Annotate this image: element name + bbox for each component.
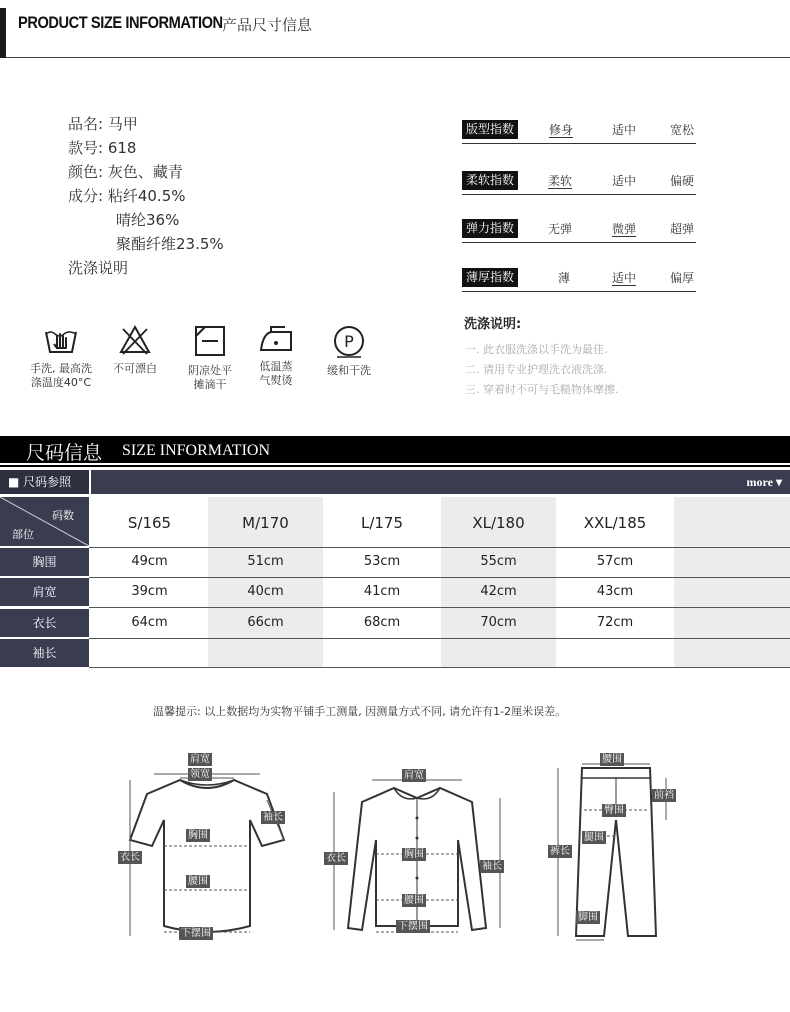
more-link[interactable]: more ▾ bbox=[746, 475, 782, 489]
pants-diagram bbox=[546, 750, 686, 945]
pants-label-hip: 臀围 bbox=[604, 805, 624, 816]
index-thickness bbox=[462, 268, 696, 292]
tshirt-label-waist: 腰围 bbox=[188, 876, 208, 887]
wash-note-2: 二. 请用专业护理洗衣液洗涤. bbox=[465, 363, 608, 376]
length-l: 68cm bbox=[363, 615, 401, 630]
length-s: 64cm bbox=[131, 615, 168, 630]
care-dry-flat-text-2: 摊滴干 bbox=[193, 378, 227, 391]
shoulder-xxl: 43cm bbox=[596, 584, 634, 599]
pants-label-waist: 腰围 bbox=[602, 754, 622, 765]
pants-label-length: 裤长 bbox=[550, 846, 570, 857]
tshirt-diagram bbox=[112, 748, 302, 948]
length-xl: 70cm bbox=[480, 615, 517, 630]
wash-note-1: 一. 此衣服洗涤以手洗为最佳. bbox=[465, 343, 608, 356]
svg-text:P: P bbox=[344, 332, 354, 351]
care-iron-text-1: 低温蒸 bbox=[259, 360, 293, 373]
product-sku: 618 bbox=[107, 139, 137, 157]
dry-flat-shade-icon bbox=[193, 324, 227, 358]
tshirt-label-collar: 领宽 bbox=[190, 769, 210, 780]
care-dry-flat bbox=[183, 324, 237, 392]
chest-xxl: 57cm bbox=[596, 554, 634, 569]
wash-notes-title: 洗涤说明: bbox=[464, 317, 522, 332]
index-elasticity-option-2: 微弹 bbox=[612, 222, 637, 236]
index-thickness-label: 薄厚指数 bbox=[462, 268, 518, 287]
care-dry-clean bbox=[322, 324, 376, 378]
size-header-m: M/170 bbox=[242, 514, 289, 532]
index-thickness-option-3: 偏厚 bbox=[670, 271, 695, 285]
row-divider bbox=[89, 577, 790, 578]
pants-label-leg-opening: 脚围 bbox=[578, 912, 598, 923]
hand-wash-icon bbox=[44, 324, 78, 356]
tshirt-label-shoulder: 肩宽 bbox=[190, 754, 210, 765]
shirt-label-sleeve: 袖长 bbox=[482, 861, 502, 872]
row-divider bbox=[89, 638, 790, 639]
index-elasticity-option-1: 无弹 bbox=[548, 222, 573, 236]
care-hand-wash-text-2: 涤温度40°C bbox=[30, 376, 92, 389]
index-softness-option-2: 适中 bbox=[612, 174, 637, 188]
chest-l: 53cm bbox=[363, 554, 401, 569]
size-header-s: S/165 bbox=[127, 514, 172, 532]
index-thickness-option-1: 薄 bbox=[558, 271, 571, 285]
index-elasticity-option-3: 超弹 bbox=[670, 222, 695, 236]
row-label-sleeve: 袖长 bbox=[0, 639, 89, 667]
sku-label: 款号: bbox=[68, 139, 104, 157]
product-name: 马甲 bbox=[107, 115, 138, 133]
measurement-tip: 温馨提示: 以上数据均为实物平铺手工测量, 因测量方式不同, 请允许有1-2厘米误差。 bbox=[153, 705, 567, 718]
shirt-diagram bbox=[322, 768, 512, 943]
care-no-bleach-text: 不可漂白 bbox=[113, 362, 157, 375]
index-fit-option-1: 修身 bbox=[549, 123, 574, 137]
size-section-title-zh: 尺码信息 bbox=[26, 442, 103, 464]
shoulder-s: 39cm bbox=[131, 584, 168, 599]
index-thickness-option-2: 适中 bbox=[612, 271, 637, 285]
care-dry-clean-text: 缓和干洗 bbox=[327, 364, 371, 377]
header-title-en: PRODUCT SIZE INFORMATION bbox=[18, 13, 223, 32]
index-elasticity bbox=[462, 219, 696, 243]
size-header-xxl: XXL/185 bbox=[583, 514, 647, 532]
care-iron-text-2: 气熨烫 bbox=[259, 374, 293, 387]
shirt-label-length: 衣长 bbox=[326, 853, 346, 864]
index-softness-label: 柔软指数 bbox=[462, 171, 518, 190]
page-header bbox=[0, 0, 790, 58]
pants-label-front-rise: 前裆 bbox=[654, 790, 674, 801]
care-hand-wash bbox=[26, 324, 96, 390]
index-fit bbox=[462, 120, 696, 144]
care-no-bleach bbox=[110, 324, 160, 376]
care-hand-wash-text-1: 手洗, 最高洗 bbox=[30, 362, 92, 375]
length-m: 66cm bbox=[247, 615, 284, 630]
row-divider bbox=[89, 547, 790, 548]
wash-note-3: 三. 穿着时不可与毛糙物体摩擦. bbox=[465, 383, 619, 396]
shoulder-m: 40cm bbox=[247, 584, 284, 599]
tshirt-label-length: 衣长 bbox=[120, 852, 140, 863]
corner-part-label: 部位 bbox=[12, 528, 34, 541]
chest-s: 49cm bbox=[131, 554, 168, 569]
index-fit-option-3: 宽松 bbox=[670, 123, 695, 137]
shirt-label-hem: 下摆围 bbox=[398, 921, 428, 932]
index-softness bbox=[462, 171, 696, 195]
table-bottom-border bbox=[89, 667, 790, 668]
chest-m: 51cm bbox=[247, 554, 284, 569]
index-elasticity-label: 弹力指数 bbox=[462, 219, 518, 238]
care-dry-flat-text-1: 阴凉处平 bbox=[188, 364, 232, 377]
size-header-l: L/175 bbox=[360, 514, 404, 532]
size-section-banner bbox=[0, 436, 790, 463]
corner-size-label: 码数 bbox=[52, 509, 74, 522]
shoulder-xl: 42cm bbox=[480, 584, 517, 599]
name-label: 品名: bbox=[68, 115, 104, 133]
size-header-xl: XL/180 bbox=[472, 514, 525, 532]
index-softness-option-3: 偏硬 bbox=[670, 174, 695, 188]
material-1: 粘纤40.5% bbox=[107, 187, 186, 205]
row-divider bbox=[89, 607, 790, 608]
size-reference-label: ■ 尺码参照 bbox=[0, 470, 89, 494]
material-2: 晴纶36% bbox=[116, 211, 180, 229]
size-table bbox=[0, 470, 790, 670]
material-label: 成分: bbox=[68, 187, 104, 205]
size-col-shade-empty bbox=[674, 497, 790, 667]
index-softness-option-1: 柔软 bbox=[548, 174, 573, 188]
row-label-shoulder: 肩宽 bbox=[0, 578, 89, 606]
size-table-subbar-right bbox=[91, 470, 790, 494]
banner-rule bbox=[0, 465, 790, 467]
tshirt-label-hem: 下摆围 bbox=[181, 928, 211, 939]
index-fit-option-2: 适中 bbox=[612, 123, 637, 137]
shirt-label-waist: 腰围 bbox=[404, 895, 424, 906]
color-label: 颜色: bbox=[68, 163, 104, 181]
tshirt-label-chest: 胸围 bbox=[188, 830, 208, 841]
tshirt-label-sleeve: 袖长 bbox=[263, 812, 283, 823]
shirt-label-shoulder: 肩宽 bbox=[404, 770, 424, 781]
material-3: 聚酯纤维23.5% bbox=[116, 235, 224, 253]
row-label-length: 衣长 bbox=[0, 609, 89, 637]
no-bleach-icon bbox=[118, 324, 152, 356]
product-colors: 灰色、藏青 bbox=[107, 163, 183, 181]
header-accent-bar bbox=[0, 8, 6, 58]
shirt-label-chest: 胸围 bbox=[404, 849, 424, 860]
index-fit-label: 版型指数 bbox=[462, 120, 518, 139]
length-xxl: 72cm bbox=[596, 615, 634, 630]
pants-label-thigh: 腿围 bbox=[584, 832, 604, 843]
dry-clean-p-icon bbox=[332, 324, 366, 358]
care-iron bbox=[254, 324, 298, 388]
iron-low-icon bbox=[257, 324, 295, 354]
row-label-chest: 胸围 bbox=[0, 548, 89, 576]
wash-label: 洗涤说明 bbox=[68, 259, 129, 277]
shoulder-l: 41cm bbox=[363, 584, 401, 599]
header-title-zh: 产品尺寸信息 bbox=[222, 16, 313, 34]
size-section-title-en: SIZE INFORMATION bbox=[122, 442, 270, 459]
product-info bbox=[68, 112, 224, 280]
chest-xl: 55cm bbox=[480, 554, 517, 569]
